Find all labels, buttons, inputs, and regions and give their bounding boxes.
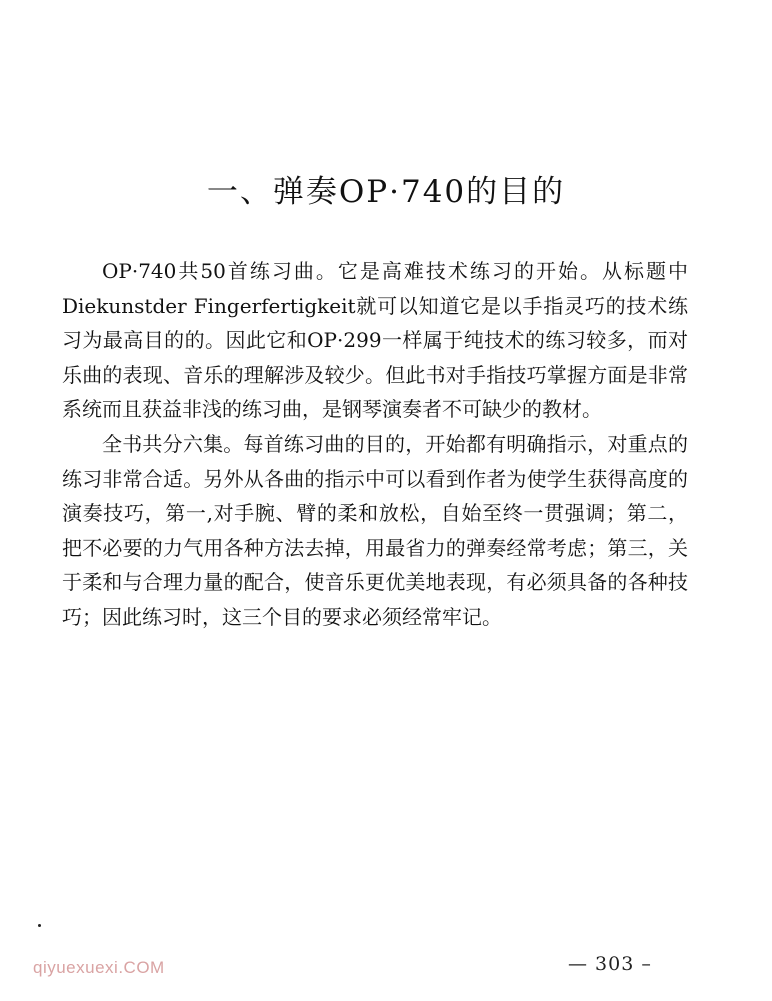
page-number: — 303 –	[568, 953, 652, 975]
site-watermark: qiyuexuexi.COM	[33, 958, 165, 977]
body-text	[62, 254, 688, 635]
section-title: 一、弹奏OP·740的目的	[206, 174, 566, 210]
paragraph-2: 全书共分六集。每首练习曲的目的，开始都有明确指示，对重点的练习非常合适。另外从各曲的指示中可以看到作者为使学生获得高度的演奏技巧，第一,对手腕、臂的柔和放松，自始至终一贯强调；第二，把不必要的力气用各种方法去掉，用最省力的弹奏经常考虑；第三，关于柔和与合理力量的配合，使音乐更优美地表现，有必须具备的各种技巧；因此练习时，这三个目的要求必须经常牢记。	[62, 431, 688, 629]
paragraph-1: OP·740共50首练习曲。它是高难技术练习的开始。从标题中Diekunstder Fingerfertigkeit就可以知道它是以手指灵巧的技术练习为最高目的的。因此它和OP·299一样属于纯技术的练习较多，而对乐曲的表现、音乐的理解涉及较少。但此书对手指技巧掌握方面是非常系统而且获益非浅的练习曲，是钢琴演奏者不可缺少的教材。	[62, 259, 688, 422]
print-speck	[38, 924, 41, 927]
